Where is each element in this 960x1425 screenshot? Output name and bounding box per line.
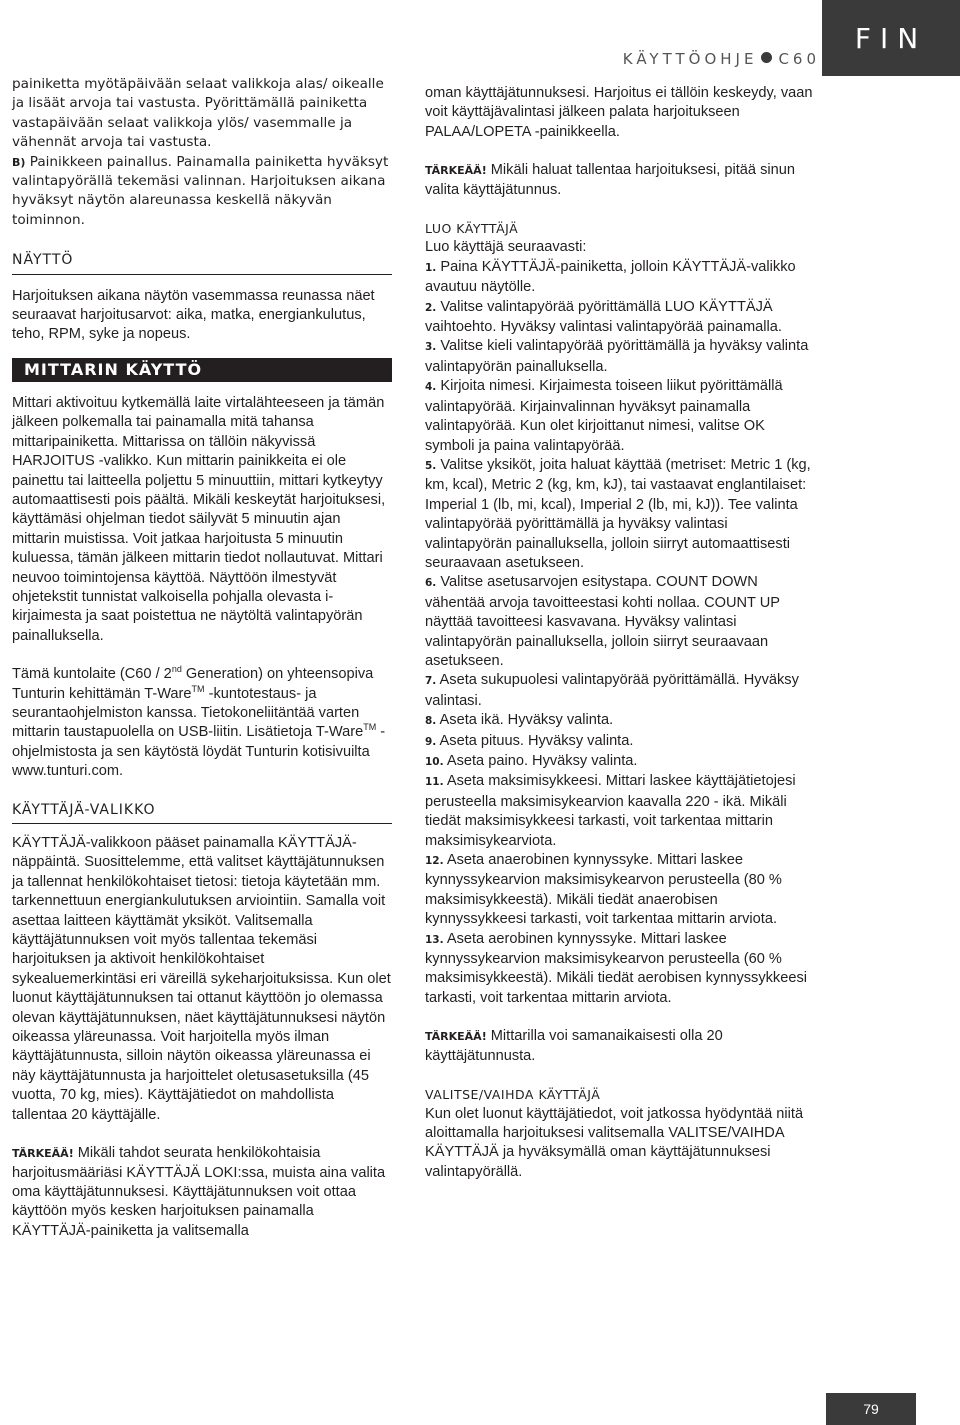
language-tab: [822, 0, 960, 76]
step-item: [425, 851, 815, 930]
tware-text-1: Tämä kuntolaite (C60 / 2: [12, 666, 172, 683]
language-tab-label: FIN: [854, 21, 928, 55]
running-header: [440, 50, 820, 68]
tarkeaa-text: Mikäli tahdot seurata henkilökohtaisia harjoitusmääriäsi KÄYTTÄJÄ LOKI:ssa, muista aina valita oma käyttäjätunnuksesi. Käyttäjätunnuksen voit ottaa käyttöön myös kesken harjoituksen painamalla KÄYTTÄJÄ-painiketta ja valitsemalla: [12, 1145, 386, 1239]
step-text: Valitse asetusarvojen esitystapa. COUNT DOWN vähentää arvoja tavoitteestasi kohti nollaa. COUNT UP näyttää tavoitteesi kasvavana. Hyväksy valintasi valintapyörän painalluksella, jolloin siirryt seuraavaan asetukseen.: [425, 574, 780, 669]
tarkeaa1-label: TÄRKEÄÄ!: [425, 164, 487, 178]
step-text: Valitse yksiköt, joita haluat käyttää (metriset: Metric 1 (kg, km, kcal), Metric 2 (kg, km, kJ), tai vastaavat englantilaiset: Imperial 1 (lb, mi, kcal), Imperial 2 (lb, mi, kJ)). Tee valinta valintapyörää pyörittämällä ja hyväksy valintasi valintapyörän painalluksella, jolloin siirryt automaattisesti seuraavaan asetukseen.: [425, 456, 811, 571]
kayttaja-heading-block: [12, 801, 392, 824]
luo-intro: Luo käyttäjä seuraavasti:: [425, 239, 587, 256]
kayttaja-heading: KÄYTTÄJÄ-VALIKKO: [12, 801, 156, 818]
step-item: [425, 298, 815, 338]
step-text: Aseta pituus. Hyväksy valinta.: [436, 732, 634, 749]
naytto-heading-block: [12, 251, 392, 274]
step-item: [425, 377, 815, 456]
step-item: [425, 671, 815, 711]
step-number: 2.: [425, 301, 437, 314]
tware-sup-3: TM: [363, 722, 377, 733]
step-item: [425, 752, 815, 772]
step-number: 1.: [425, 261, 437, 274]
tarkeaa-paragraph: [12, 1144, 392, 1241]
step-number: 7.: [425, 675, 437, 688]
tware-paragraph: [12, 665, 392, 781]
mittari-heading: MITTARIN KÄYTTÖ: [12, 358, 392, 382]
step-item: [425, 772, 815, 851]
step-item: [425, 711, 815, 731]
mittari-paragraph: Mittari aktivoituu kytkemällä laite virtalähteeseen ja tämän jälkeen polkemalla tai painamalla mitä tahansa mittaripainiketta. Mittarissa on tällöin näkyvissä HARJOITUS -valikko. Kun mittarin painikkeita ei ole painettu tai laitteella poljettu 5 minuuttiin, mittari kytkeytyy automaattisesti pois päältä. Mikäli keskeytät harjoituksesi, käyttämäsi ohjelman tiedot säilyvät 5 minuutin ajan mittarin muistissa. Voit jatkaa harjoitusta 5 minuutin kuluessa, tämän jälkeen mittarin tiedot nollautuvat. Mittari neuvoo toimintojensa käyttöä. Näyttöön ilmestyvät ohjetekstit tunnistat valkoisella pohjalla olevasta i-kirjaimesta ja saat poistettua ne näytöltä valintapyörän painalluksella.: [12, 394, 386, 644]
step-number: 10.: [425, 756, 444, 768]
tware-text-4: -ohjelmistosta ja sen käytöstä löydät Tunturin kotisivuilta www.tunturi.com.: [12, 724, 386, 780]
valitse-paragraph: Kun olet luonut käyttäjätiedot, voit jatkossa hyödyntää niitä aloittamalla harjoituksesi valitsemalla VALITSE/VAIHDA KÄYTTÄJÄ ja hyväksymällä oman käyttäjätunnuksesi valintapyörällä.: [425, 1105, 804, 1180]
tware-text-3: -kuntotestaus- ja seurantaohjelmiston kanssa. Tietokoneliitäntää varten mittarin taustapuolella on USB-liitin. Lisätietoja T-Ware: [12, 685, 364, 741]
valitse-heading: VALITSE/VAIHDA KÄYTTÄJÄ: [425, 1087, 601, 1103]
naytto-heading: NÄYTTÖ: [12, 252, 74, 269]
step-item: [425, 337, 815, 377]
step-text: Kirjoita nimesi. Kirjaimesta toiseen liikut pyörittämällä valintapyörää. Kirjainvalinnan hyväksyt painamalla valintapyörää. Kun olet kirjoittanut nimesi, valitse OK symboli ja paina valintapyörää.: [425, 378, 783, 454]
tarkeaa-label: TÄRKEÄÄ!: [12, 1147, 74, 1161]
step-number: 8.: [425, 715, 437, 728]
tarkeaa1-text: Mikäli haluat tallentaa harjoituksesi, pitää sinun valita käyttäjätunnus.: [425, 162, 795, 198]
tarkeaa1-paragraph: [425, 161, 815, 200]
page-number: [826, 1393, 916, 1425]
step-text: Aseta paino. Hyväksy valinta.: [443, 753, 638, 769]
kayttaja-paragraph: KÄYTTÄJÄ-valikkoon pääset painamalla KÄYTTÄJÄ-näppäintä. Suosittelemme, että valitset käyttäjätunnuksen ja tallennat henkilökohtaiset tietosi: tietoja käytetään mm. tarkennettuun energiankulutuksen arviointiin. Samalla voit asettaa laitteen käyttämät yksiköt. Valitsemalla käyttäjätunnuksen voit myös tallentaa tekemäsi harjoituksen ja aktivoit henkilökohtaiset sykealuemerkintäsi eri väreillä sykeharjoituksissa. Kun olet luonut käyttäjätunnuksen tai ottanut käyttöön jo olemassa olevan käyttäjätunnuksen, näet käyttäjätunnuksesi näytön oikeassa yläreunassa. Voit harjoitella myös ilman käyttäjätunnusta, silloin näytön oikeassa yläreunassa ei näy käyttäjätunnusta ja harjoittelet oletusasetuksilla (45 vuotta, 70 kg, mies). Käyttäjätiedot on mahdollista tallentaa 20 käyttäjälle.: [12, 835, 391, 1123]
step-item: [425, 258, 815, 298]
header-model: C60: [778, 50, 820, 68]
luo-heading: LUO KÄYTTÄJÄ: [425, 221, 519, 237]
step-text: Aseta anaerobinen kynnyssyke. Mittari laskee kynnyssykearvion maksimisykearvon perusteella (80 % maksimisykkeestä). Mikäli tiedät anaerobisen kynnyssykkeesi tarkasti, voit tarkentaa mittarin arviota.: [425, 852, 782, 928]
step-text: Valitse kieli valintapyörää pyörittämällä ja hyväksy valinta valintapyörän painalluksella.: [425, 338, 809, 375]
tware-sup-2: TM: [191, 683, 205, 694]
continued-paragraph: oman käyttäjätunnuksesi. Harjoitus ei tällöin keskeydy, vaan voit käyttäjävalintasi jälkeen palata harjoitukseen PALAA/LOPETA -painikkeella.: [425, 85, 813, 140]
intro-paragraph: painiketta myötäpäivään selaat valikkoja alas/ oikealle ja lisäät arvoja tai vastusta. Pyörittämällä painiketta vastapäivään selaat valikkoja ylös/ vasemmalle ja vähennät arvoja tai vastusta.: [12, 76, 384, 151]
left-column: [12, 75, 392, 1241]
step-text: Aseta maksimisykkeesi. Mittari laskee käyttäjätietojesi perusteella maksimisykearvion kaavalla 220 - ikä. Mikäli tiedät maksimisykkeesi tarkasti, voit tarkentaa mittarin maksimisykearviota.: [425, 773, 796, 849]
tware-text-2: Generation) on yhteensopiva Tunturin kehittämän T-Ware: [12, 666, 374, 702]
step-text: Paina KÄYTTÄJÄ-painiketta, jolloin KÄYTTÄJÄ-valikko avautuu näytölle.: [425, 258, 796, 296]
step-text: Aseta sukupuolesi valintapyörää pyörittämällä. Hyväksy valintasi.: [425, 672, 799, 709]
tware-sup-1: nd: [171, 664, 182, 675]
step-number: 4.: [425, 381, 437, 394]
steps-list: [425, 258, 815, 1008]
step-number: 12.: [425, 855, 444, 868]
step-number: 9.: [425, 735, 437, 748]
step-item: [425, 930, 815, 1009]
text-b: Painikkeen painallus. Painamalla painiketta hyväksyt valintapyörällä tekemäsi valinnan. Harjoituksen aikana hyväksyt näytön alareunassa keskellä näkyvän toiminnon.: [12, 153, 389, 228]
step-text: Aseta aerobinen kynnyssyke. Mittari laskee kynnyssykearvion maksimisykearvon perusteella (60 % maksimisykkeestä). Mikäli tiedät aerobisen kynnyssykkeesi tarkasti, voit tarkentaa mittarin arviota.: [425, 930, 808, 1006]
page-number-label: 79: [863, 1401, 879, 1417]
step-number: 6.: [425, 577, 437, 590]
header-title: KÄYTTÖOHJE: [622, 50, 758, 68]
tarkeaa2-label: TÄRKEÄÄ!: [425, 1030, 487, 1044]
tarkeaa2-paragraph: [425, 1027, 815, 1066]
step-number: 3.: [425, 341, 437, 354]
step-number: 5.: [425, 459, 437, 472]
step-item: [425, 732, 815, 752]
label-b: B): [12, 155, 26, 169]
step-text: Valitse valintapyörää pyörittämällä LUO KÄYTTÄJÄ vaihtoehto. Hyväksy valintasi valintapyörää painamalla.: [425, 298, 782, 336]
step-item: [425, 573, 815, 671]
naytto-paragraph: Harjoituksen aikana näytön vasemmassa reunassa näet seuraavat harjoitusarvot: aika, matka, energiankulutus, teho, RPM, syke ja nopeus.: [12, 287, 375, 343]
bullet-dot-icon: [761, 52, 772, 63]
step-number: 13.: [425, 933, 444, 946]
step-number: 11.: [425, 776, 444, 789]
step-text: Aseta ikä. Hyväksy valinta.: [436, 712, 614, 729]
right-column: [425, 84, 815, 1182]
paragraph-b: [12, 153, 392, 231]
tarkeaa2-text: Mittarilla voi samanaikaisesti olla 20 käyttäjätunnusta.: [425, 1028, 723, 1064]
step-item: [425, 456, 815, 573]
